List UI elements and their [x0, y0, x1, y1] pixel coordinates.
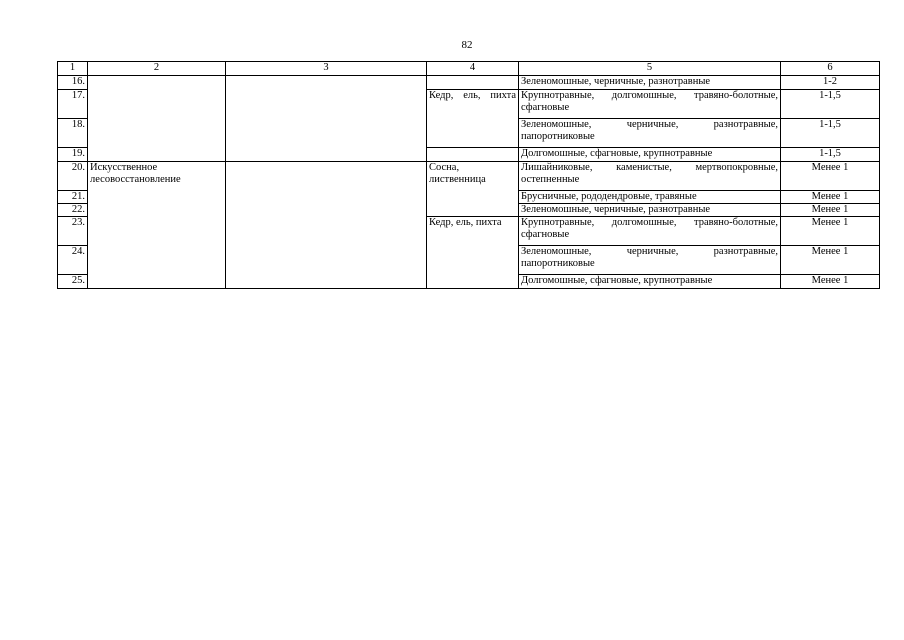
row-number: 25.	[58, 275, 88, 289]
forest-type-cell: Крупнотравные, долгомошные, травяно-болотные, сфагновые	[519, 90, 781, 119]
row-number: 21.	[58, 191, 88, 204]
forest-type-cell: Долгомошные, сфагновые, крупнотравные	[519, 275, 781, 289]
forest-type-cell: Лишайниковые, каменистые, мертвопокровные, остепненные	[519, 162, 781, 191]
forest-type-cell: Крупнотравные, долгомошные, травяно-болотные, сфагновые	[519, 217, 781, 246]
forest-regeneration-table	[57, 61, 880, 289]
header-col-2: 2	[88, 62, 226, 76]
row-number: 20.	[58, 162, 88, 191]
forest-type-cell: Долгомошные, сфагновые, крупнотравные	[519, 148, 781, 162]
method-cell-empty	[88, 76, 226, 162]
species-cell: Кедр, ель, пихта	[427, 217, 519, 289]
species-cell-empty	[427, 148, 519, 162]
row-number: 17.	[58, 90, 88, 119]
species-cell-empty	[427, 76, 519, 90]
col3-cell-empty	[226, 162, 427, 289]
col3-cell-empty	[226, 76, 427, 162]
value-cell: Менее 1	[781, 162, 880, 191]
forest-type-cell: Зеленомошные, черничные, разнотравные, папоротниковые	[519, 246, 781, 275]
value-cell: 1-2	[781, 76, 880, 90]
row-number: 24.	[58, 246, 88, 275]
forest-type-cell: Зеленомошные, черничные, разнотравные, папоротниковые	[519, 119, 781, 148]
value-cell: Менее 1	[781, 191, 880, 204]
header-col-3: 3	[226, 62, 427, 76]
header-col-4: 4	[427, 62, 519, 76]
value-cell: 1-1,5	[781, 119, 880, 148]
value-cell: Менее 1	[781, 217, 880, 246]
value-cell: Менее 1	[781, 275, 880, 289]
species-cell: Кедр, ель, пихта	[427, 90, 519, 148]
species-cell: Сосна, лиственница	[427, 162, 519, 217]
value-cell: Менее 1	[781, 204, 880, 217]
row-number: 18.	[58, 119, 88, 148]
table-row	[58, 162, 880, 191]
header-col-1: 1	[58, 62, 88, 76]
value-cell: 1-1,5	[781, 90, 880, 119]
method-cell: Искусственное лесовосстановление	[88, 162, 226, 289]
value-cell: 1-1,5	[781, 148, 880, 162]
row-number: 16.	[58, 76, 88, 90]
forest-type-cell: Брусничные, рододендровые, травяные	[519, 191, 781, 204]
forest-type-cell: Зеленомошные, черничные, разнотравные	[519, 76, 781, 90]
row-number: 22.	[58, 204, 88, 217]
row-number: 23.	[58, 217, 88, 246]
row-number: 19.	[58, 148, 88, 162]
page-number: 82	[461, 39, 473, 51]
table-header-row	[58, 62, 880, 76]
value-cell: Менее 1	[781, 246, 880, 275]
header-col-5: 5	[519, 62, 781, 76]
table-row	[58, 76, 880, 90]
forest-type-cell: Зеленомошные, черничные, разнотравные	[519, 204, 781, 217]
header-col-6: 6	[781, 62, 880, 76]
